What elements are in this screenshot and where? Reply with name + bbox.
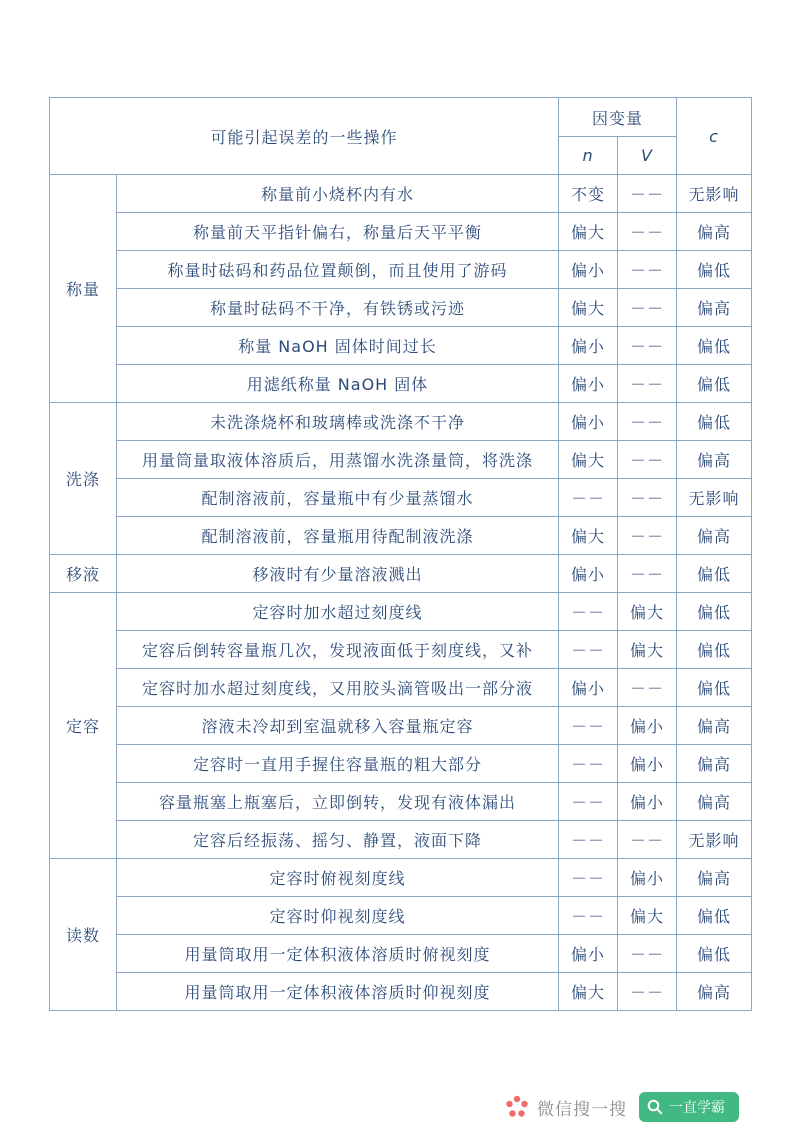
c-cell: 偏低 <box>677 403 752 441</box>
operation-cell: 移液时有少量溶液溅出 <box>117 555 559 593</box>
v-cell: 偏小 <box>618 707 677 745</box>
c-cell: 偏低 <box>677 327 752 365</box>
n-cell: 偏小 <box>559 555 618 593</box>
table-row <box>50 327 752 365</box>
error-analysis-table <box>49 97 752 1011</box>
n-cell: 偏大 <box>559 289 618 327</box>
n-cell: －－ <box>559 783 618 821</box>
operation-cell: 称量前天平指针偏右，称量后天平平衡 <box>117 213 559 251</box>
v-cell: －－ <box>618 935 677 973</box>
c-cell: 偏低 <box>677 935 752 973</box>
c-cell: 偏高 <box>677 745 752 783</box>
table-row <box>50 859 752 897</box>
n-cell: 偏大 <box>559 973 618 1011</box>
table-row <box>50 783 752 821</box>
table-row <box>50 973 752 1011</box>
operation-cell: 溶液未冷却到室温就移入容量瓶定容 <box>117 707 559 745</box>
table-row <box>50 175 752 213</box>
v-cell: －－ <box>618 479 677 517</box>
table-row <box>50 745 752 783</box>
n-cell: －－ <box>559 593 618 631</box>
operation-cell: 定容后经振荡、摇匀、静置，液面下降 <box>117 821 559 859</box>
v-cell: －－ <box>618 213 677 251</box>
c-cell: 偏低 <box>677 631 752 669</box>
search-pill-text: 一直学霸 <box>669 1100 725 1116</box>
table-row <box>50 555 752 593</box>
operation-cell: 定容时俯视刻度线 <box>117 859 559 897</box>
v-cell: 偏大 <box>618 631 677 669</box>
table-row <box>50 365 752 403</box>
search-pill[interactable] <box>639 1092 739 1122</box>
v-cell: 偏大 <box>618 593 677 631</box>
footer-brand: 微信搜一搜 <box>537 1099 627 1120</box>
operation-cell: 用量筒取用一定体积液体溶质时俯视刻度 <box>117 935 559 973</box>
c-cell: 无影响 <box>677 479 752 517</box>
operation-cell: 用量筒量取液体溶质后，用蒸馏水洗涤量筒，将洗涤 <box>117 441 559 479</box>
c-cell: 偏低 <box>677 555 752 593</box>
c-cell: 无影响 <box>677 175 752 213</box>
table-row <box>50 479 752 517</box>
n-cell: 偏小 <box>559 365 618 403</box>
n-cell: －－ <box>559 745 618 783</box>
v-cell: －－ <box>618 251 677 289</box>
header-variable: 因变量 <box>559 98 677 137</box>
n-cell: 偏小 <box>559 327 618 365</box>
n-cell: 偏小 <box>559 935 618 973</box>
table-row <box>50 251 752 289</box>
c-cell: 偏高 <box>677 441 752 479</box>
operation-cell: 未洗涤烧杯和玻璃棒或洗涤不干净 <box>117 403 559 441</box>
v-cell: －－ <box>618 669 677 707</box>
operation-cell: 定容时仰视刻度线 <box>117 897 559 935</box>
operation-cell: 称量时砝码不干净，有铁锈或污迹 <box>117 289 559 327</box>
operation-cell: 称量前小烧杯内有水 <box>117 175 559 213</box>
operation-cell: 用滤纸称量 NaOH 固体 <box>117 365 559 403</box>
operation-cell: 配制溶液前，容量瓶中有少量蒸馏水 <box>117 479 559 517</box>
v-cell: 偏小 <box>618 783 677 821</box>
n-cell: 偏小 <box>559 403 618 441</box>
n-cell: 偏大 <box>559 441 618 479</box>
v-cell: －－ <box>618 175 677 213</box>
n-cell: 不变 <box>559 175 618 213</box>
c-cell: 偏高 <box>677 973 752 1011</box>
wechat-search-logo-icon <box>503 1093 531 1121</box>
n-cell: －－ <box>559 859 618 897</box>
v-cell: 偏大 <box>618 897 677 935</box>
operation-cell: 用量筒取用一定体积液体溶质时仰视刻度 <box>117 973 559 1011</box>
operation-cell: 配制溶液前，容量瓶用待配制液洗涤 <box>117 517 559 555</box>
c-cell: 偏高 <box>677 707 752 745</box>
n-cell: －－ <box>559 897 618 935</box>
table-row <box>50 441 752 479</box>
operation-cell: 定容时加水超过刻度线，又用胶头滴管吸出一部分液 <box>117 669 559 707</box>
v-cell: －－ <box>618 441 677 479</box>
table-row <box>50 213 752 251</box>
operation-cell: 称量 NaOH 固体时间过长 <box>117 327 559 365</box>
operation-cell: 定容后倒转容量瓶几次，发现液面低于刻度线，又补 <box>117 631 559 669</box>
table-row <box>50 593 752 631</box>
c-cell: 无影响 <box>677 821 752 859</box>
header-v: V <box>618 137 677 175</box>
n-cell: 偏大 <box>559 517 618 555</box>
table-row <box>50 631 752 669</box>
n-cell: 偏小 <box>559 669 618 707</box>
group-label: 称量 <box>50 175 117 403</box>
header-c: c <box>677 98 752 175</box>
search-icon <box>647 1099 663 1115</box>
n-cell: 偏大 <box>559 213 618 251</box>
v-cell: －－ <box>618 555 677 593</box>
v-cell: －－ <box>618 517 677 555</box>
operation-cell: 定容时加水超过刻度线 <box>117 593 559 631</box>
operation-cell: 称量时砝码和药品位置颠倒，而且使用了游码 <box>117 251 559 289</box>
header-operation: 可能引起误差的一些操作 <box>50 98 559 175</box>
c-cell: 偏低 <box>677 669 752 707</box>
n-cell: －－ <box>559 707 618 745</box>
table-row <box>50 403 752 441</box>
group-label: 读数 <box>50 859 117 1011</box>
v-cell: －－ <box>618 821 677 859</box>
v-cell: －－ <box>618 327 677 365</box>
group-label: 移液 <box>50 555 117 593</box>
c-cell: 偏低 <box>677 593 752 631</box>
header-n: n <box>559 137 618 175</box>
table-row <box>50 897 752 935</box>
group-label: 洗涤 <box>50 403 117 555</box>
table-row <box>50 935 752 973</box>
n-cell: －－ <box>559 479 618 517</box>
v-cell: －－ <box>618 973 677 1011</box>
n-cell: －－ <box>559 631 618 669</box>
group-label: 定容 <box>50 593 117 859</box>
c-cell: 偏高 <box>677 213 752 251</box>
v-cell: －－ <box>618 289 677 327</box>
table-row <box>50 289 752 327</box>
c-cell: 偏高 <box>677 289 752 327</box>
n-cell: 偏小 <box>559 251 618 289</box>
v-cell: －－ <box>618 403 677 441</box>
n-cell: －－ <box>559 821 618 859</box>
c-cell: 偏高 <box>677 517 752 555</box>
table-row <box>50 517 752 555</box>
c-cell: 偏低 <box>677 251 752 289</box>
c-cell: 偏低 <box>677 365 752 403</box>
operation-cell: 容量瓶塞上瓶塞后，立即倒转，发现有液体漏出 <box>117 783 559 821</box>
operation-cell: 定容时一直用手握住容量瓶的粗大部分 <box>117 745 559 783</box>
table-row <box>50 669 752 707</box>
v-cell: 偏小 <box>618 745 677 783</box>
c-cell: 偏高 <box>677 783 752 821</box>
table-row <box>50 821 752 859</box>
v-cell: －－ <box>618 365 677 403</box>
c-cell: 偏高 <box>677 859 752 897</box>
v-cell: 偏小 <box>618 859 677 897</box>
c-cell: 偏低 <box>677 897 752 935</box>
table-row <box>50 707 752 745</box>
footer-watermark <box>503 1087 793 1127</box>
